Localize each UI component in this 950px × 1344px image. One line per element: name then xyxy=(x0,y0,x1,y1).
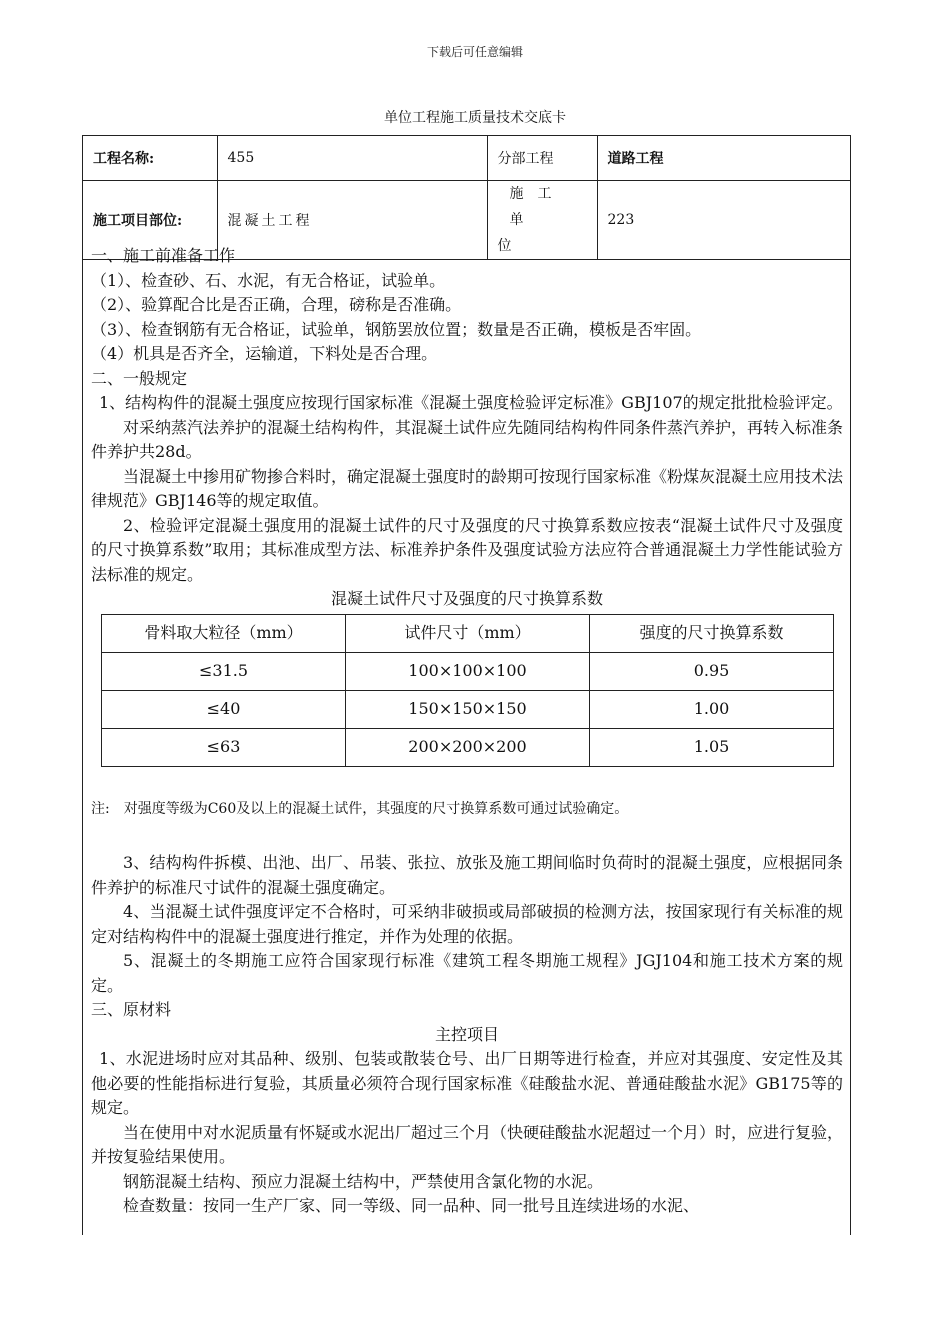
paragraph: 1、结构构件的混凝土强度应按现行国家标准《混凝土强度检验评定标准》GBJ107的规定批批检验评定。 xyxy=(99,393,843,412)
paragraph: 3、结构构件拆模、出池、出厂、吊装、张拉、放张及施工期间临时负荷时的混凝土强度，应根据同条件养护的标准尺寸试件的混凝土强度确定。 xyxy=(91,853,843,897)
section-1-item: （4）机具是否齐全，运输道，下料处是否合理。 xyxy=(91,344,438,363)
table-cell: ≤40 xyxy=(102,690,346,728)
table-header-row xyxy=(102,614,834,652)
paragraph: 检查数量：按同一生产厂家、同一等级、同一品种、同一批号且连续进场的水泥、 xyxy=(123,1196,700,1215)
table-note: 注: 对强度等级为C60及以上的混凝土试件，其强度的尺寸换算系数可通过试验确定。 xyxy=(91,800,629,817)
table-cell: 200×200×200 xyxy=(346,728,590,766)
section-2-title: 二、一般规定 xyxy=(91,368,188,388)
construction-part-label: 施工项目部位: xyxy=(83,180,217,259)
paragraph: 2、检验评定混凝土强度用的混凝土试件的尺寸及强度的尺寸换算系数应按表“混凝土试件尺寸及强度的尺寸换算系数”取用；其标准成型方法、标准养护条件及强度试验方法应符合普通混凝土力学性能试验方法标准的规定。 xyxy=(91,515,843,584)
table-row xyxy=(102,690,834,728)
table-cell: ≤31.5 xyxy=(102,652,346,690)
document-title: 单位工程施工质量技术交底卡 xyxy=(384,110,566,126)
section-3-subtitle: 主控项目 xyxy=(434,1024,499,1044)
construction-unit-label-line1: 施工单 xyxy=(509,185,566,228)
section-1-item: （2）、验算配合比是否正确，合理，磅称是否准确。 xyxy=(91,295,462,314)
section-1-item: （1）、检查砂、石、水泥，有无合格证，试验单。 xyxy=(91,270,446,290)
table-header-cell: 试件尺寸（mm） xyxy=(346,614,590,652)
table-row xyxy=(102,728,834,766)
paragraph: 钢筋混凝土结构、预应力混凝土结构中，严禁使用含氯化物的水泥。 xyxy=(123,1171,604,1191)
disclosure-body xyxy=(91,244,843,1219)
project-name-label: 工程名称: xyxy=(83,136,217,180)
paragraph: 5、混凝土的冬期施工应符合国家现行标准《建筑工程冬期施工规程》JGJ104和施工技术方案的规定。 xyxy=(91,951,843,995)
construction-unit-value: 223 xyxy=(597,180,850,259)
project-name-value: 455 xyxy=(217,136,487,180)
division-value: 道路工程 xyxy=(597,136,850,180)
coefficient-table xyxy=(101,614,834,767)
table-cell: 1.05 xyxy=(590,728,834,766)
construction-part-value: 混凝土工程 xyxy=(217,180,487,259)
construction-unit-label-line2: 位 xyxy=(497,237,512,254)
project-info-table xyxy=(83,136,850,260)
table-row xyxy=(102,652,834,690)
table-cell: 0.95 xyxy=(590,652,834,690)
paragraph: 当混凝土中掺用矿物掺合料时，确定混凝土强度时的龄期可按现行国家标准《粉煤灰混凝土应用技术法律规范》GBJ146等的规定取值。 xyxy=(91,466,844,510)
table-cell: ≤63 xyxy=(102,728,346,766)
paragraph: 对采纳蒸汽法养护的混凝土结构构件，其混凝土试件应先随同结构构件同条件蒸汽养护，再转入标准条件养护共28d。 xyxy=(91,417,844,461)
page-header-note: 下载后可任意编辑 xyxy=(426,45,523,59)
table-header-cell: 强度的尺寸换算系数 xyxy=(590,614,834,652)
table-header-cell: 骨料取大粒径（mm） xyxy=(102,614,346,652)
table-cell: 100×100×100 xyxy=(346,652,590,690)
paragraph: 1、水泥进场时应对其品种、级别、包装或散装仓号、出厂日期等进行检查，并应对其强度、安定性及其他必要的性能指标进行复验，其质量必须符合现行国家标准《硅酸盐水泥、普通硅酸盐水泥》GB175等的规定。 xyxy=(91,1049,843,1117)
disclosure-card xyxy=(82,135,851,1235)
table-cell: 150×150×150 xyxy=(346,690,590,728)
section-1-title: 一、施工前准备工作 xyxy=(91,246,236,265)
paragraph: 当在使用中对水泥质量有怀疑或水泥出厂超过三个月（快硬硅酸盐水泥超过一个月）时，应进行复验，并按复验结果使用。 xyxy=(91,1122,844,1166)
coefficient-table-title: 混凝土试件尺寸及强度的尺寸换算系数 xyxy=(330,589,603,608)
division-label: 分部工程 xyxy=(487,136,597,180)
paragraph: 4、当混凝土试件强度评定不合格时，可采纳非破损或局部破损的检测方法，按国家现行有关标准的规定对结构构件中的混凝土强度进行推定，并作为处理的依据。 xyxy=(91,902,843,946)
section-3-title: 三、原材料 xyxy=(91,1000,172,1019)
table-cell: 1.00 xyxy=(590,690,834,728)
section-1-item: （3）、检查钢筋有无合格证，试验单，钢筋罢放位置；数量是否正确，模板是否牢固。 xyxy=(91,319,702,339)
